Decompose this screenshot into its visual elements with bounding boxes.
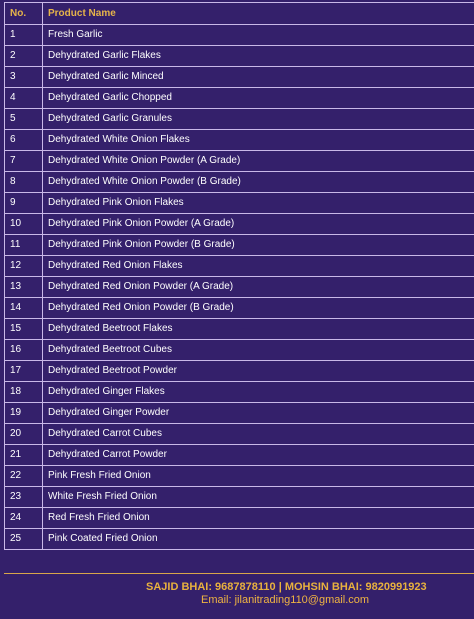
product-name: Pink Fresh Fried Onion [43,466,474,487]
product-name: Dehydrated Carrot Cubes [43,424,474,445]
table-row [5,487,474,508]
product-name: Dehydrated Beetroot Powder [43,361,474,382]
product-name: Dehydrated White Onion Flakes [43,130,474,151]
row-number: 13 [5,277,43,298]
column-header-no: No. [5,3,43,25]
table-row [5,256,474,277]
table-row [5,172,474,193]
product-name: Red Fresh Fried Onion [43,508,474,529]
table-row [5,361,474,382]
row-number: 2 [5,46,43,67]
table-header-row [5,3,474,25]
product-name: Dehydrated Garlic Chopped [43,88,474,109]
table-row [5,151,474,172]
row-number: 17 [5,361,43,382]
row-number: 4 [5,88,43,109]
row-number: 10 [5,214,43,235]
row-number: 7 [5,151,43,172]
row-number: 16 [5,340,43,361]
product-name: Dehydrated Beetroot Flakes [43,319,474,340]
table-row [5,88,474,109]
row-number: 22 [5,466,43,487]
table-row [5,25,474,46]
table-row [5,298,474,319]
table-row [5,277,474,298]
product-name: Dehydrated Pink Onion Flakes [43,193,474,214]
table-row [5,319,474,340]
product-name: Dehydrated Pink Onion Powder (B Grade) [43,235,474,256]
product-name: Dehydrated Pink Onion Powder (A Grade) [43,214,474,235]
column-header-product-name: Product Name [43,3,474,25]
table-row [5,466,474,487]
product-name: Dehydrated Red Onion Powder (A Grade) [43,277,474,298]
product-name: Fresh Garlic [43,25,474,46]
product-name: Dehydrated White Onion Powder (A Grade) [43,151,474,172]
product-name: Dehydrated Garlic Minced [43,67,474,88]
row-number: 18 [5,382,43,403]
product-name: Dehydrated Beetroot Cubes [43,340,474,361]
row-number: 24 [5,508,43,529]
table-row [5,424,474,445]
row-number: 23 [5,487,43,508]
row-number: 14 [5,298,43,319]
product-name: Dehydrated Ginger Flakes [43,382,474,403]
table-row [5,109,474,130]
row-number: 19 [5,403,43,424]
footer-divider [4,573,474,574]
table-row [5,508,474,529]
row-number: 5 [5,109,43,130]
table-row [5,403,474,424]
table-row [5,130,474,151]
row-number: 21 [5,445,43,466]
table-row [5,529,474,550]
row-number: 3 [5,67,43,88]
row-number: 1 [5,25,43,46]
table-body [5,25,474,550]
row-number: 25 [5,529,43,550]
row-number: 6 [5,130,43,151]
table-row [5,214,474,235]
product-name: Dehydrated Garlic Granules [43,109,474,130]
product-name: Dehydrated White Onion Powder (B Grade) [43,172,474,193]
row-number: 9 [5,193,43,214]
product-name: Dehydrated Garlic Flakes [43,46,474,67]
product-name: Pink Coated Fried Onion [43,529,474,550]
contact-email: Email: jilanitrading110@gmail.com [201,594,370,606]
table-row [5,382,474,403]
product-name: Dehydrated Carrot Powder [43,445,474,466]
product-name: White Fresh Fried Onion [43,487,474,508]
table-row [5,340,474,361]
table-row [5,445,474,466]
row-number: 20 [5,424,43,445]
product-name: Dehydrated Red Onion Powder (B Grade) [43,298,474,319]
table-row [5,235,474,256]
row-number: 8 [5,172,43,193]
table-row [5,193,474,214]
row-number: 11 [5,235,43,256]
row-number: 12 [5,256,43,277]
product-table [4,2,474,550]
table-row [5,46,474,67]
contact-numbers: SAJID BHAI: 9687878110 | MOHSIN BHAI: 9820991923 [146,581,427,593]
table-row [5,67,474,88]
product-name: Dehydrated Ginger Powder [43,403,474,424]
product-name: Dehydrated Red Onion Flakes [43,256,474,277]
row-number: 15 [5,319,43,340]
